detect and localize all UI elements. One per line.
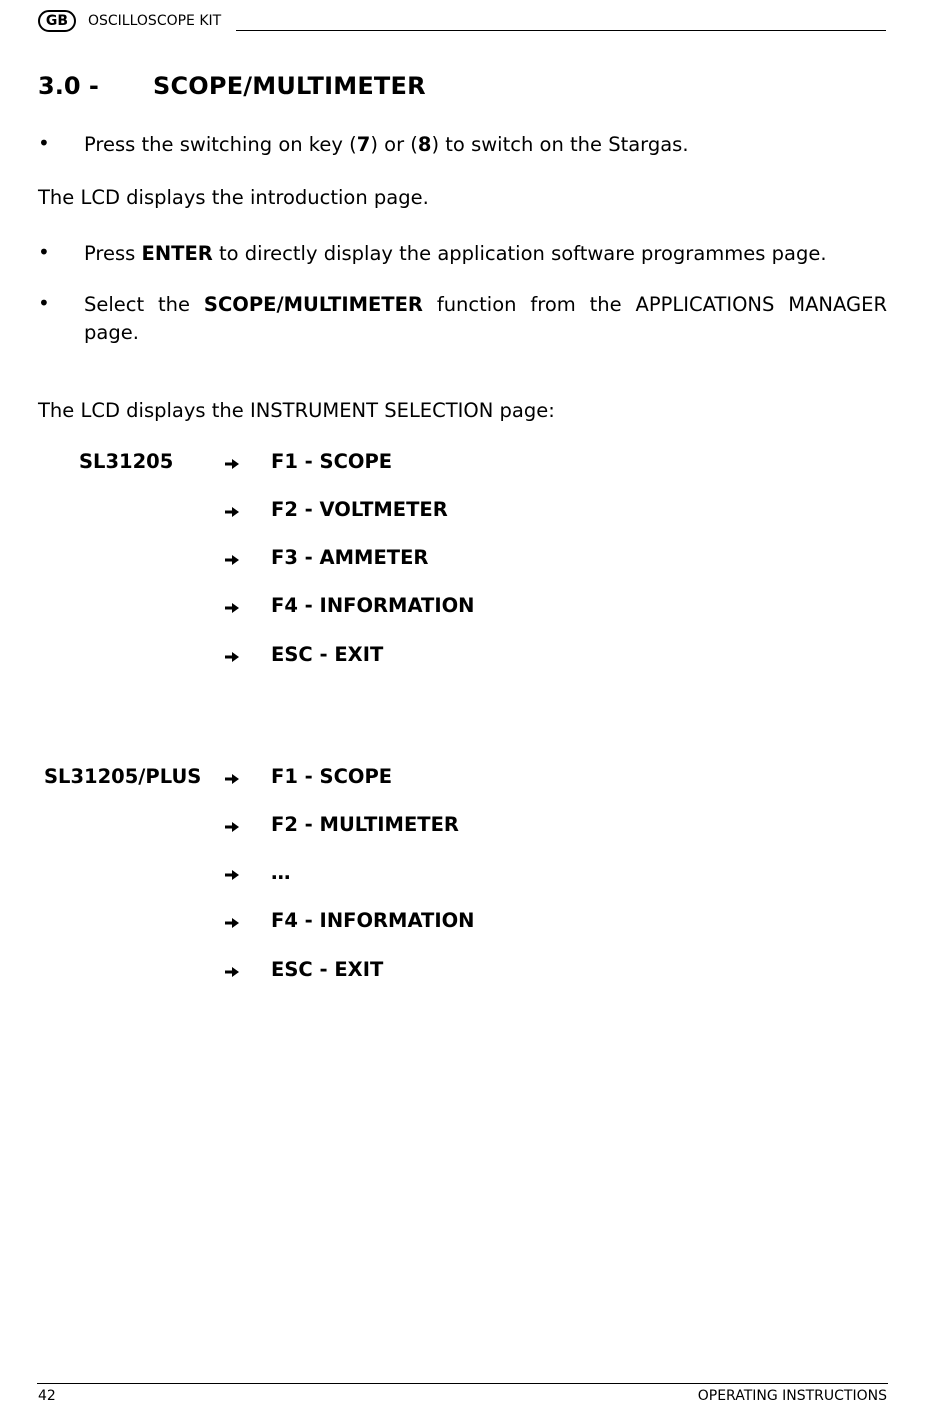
bullet-marker: • (38, 291, 50, 315)
section-number: 3.0 - (38, 72, 99, 100)
menu-option: F2 - MULTIMETER (271, 813, 459, 836)
menu-option: F3 - AMMETER (271, 546, 429, 569)
instruction-press-enter: Press ENTER to directly display the application software programmes page. (84, 242, 827, 265)
footer-title: OPERATING INSTRUCTIONS (697, 1388, 887, 1404)
lcd-intro-text: The LCD displays the introduction page. (38, 186, 429, 209)
lcd-instrument-text: The LCD displays the INSTRUMENT SELECTION page: (38, 399, 555, 422)
arrow-right-icon (224, 506, 240, 518)
menu-option: F4 - INFORMATION (271, 909, 475, 932)
language-badge: GB (38, 10, 76, 32)
arrow-right-icon (224, 869, 240, 881)
arrow-right-icon (224, 458, 240, 470)
instruction-select-function: Select the SCOPE/MULTIMETER function from the APPLICATIONS MANAGER page. (84, 293, 887, 344)
header-rule (236, 30, 886, 31)
arrow-right-icon (224, 651, 240, 663)
model-name: SL31205 (79, 450, 174, 473)
arrow-right-icon (224, 554, 240, 566)
arrow-right-icon (224, 821, 240, 833)
footer-rule (37, 1383, 888, 1384)
menu-option: F4 - INFORMATION (271, 594, 475, 617)
arrow-right-icon (224, 773, 240, 785)
menu-option: … (271, 861, 291, 884)
menu-option: ESC - EXIT (271, 643, 384, 666)
model-name: SL31205/PLUS (44, 765, 202, 788)
header-title: OSCILLOSCOPE KIT (88, 13, 222, 29)
bullet-marker: • (38, 131, 50, 155)
menu-option: F1 - SCOPE (271, 450, 393, 473)
arrow-right-icon (224, 602, 240, 614)
instruction-switch-on: Press the switching on key (7) or (8) to switch on the Stargas. (84, 133, 689, 156)
bullet-marker: • (38, 240, 50, 264)
arrow-right-icon (224, 917, 240, 929)
section-title: SCOPE/MULTIMETER (153, 72, 426, 100)
menu-option: F2 - VOLTMETER (271, 498, 448, 521)
arrow-right-icon (224, 966, 240, 978)
menu-option: F1 - SCOPE (271, 765, 393, 788)
menu-option: ESC - EXIT (271, 958, 384, 981)
page-number: 42 (38, 1388, 56, 1404)
